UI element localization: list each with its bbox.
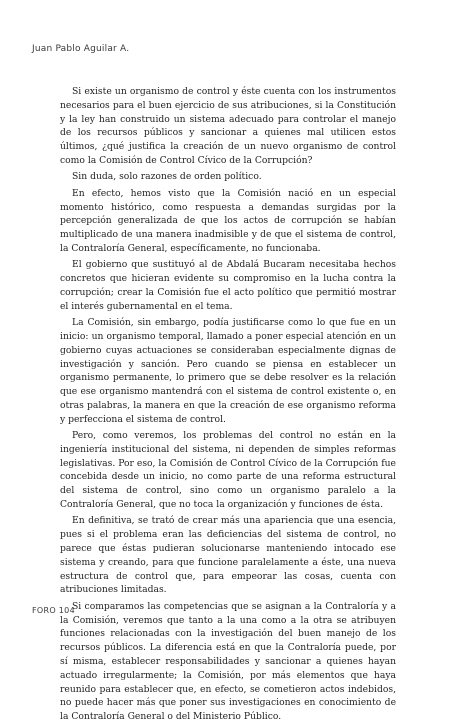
body-text [60, 85, 396, 727]
paragraph-1: Si existe un organismo de control y éste cuenta con los instrumentos necesarios para el buen ejercicio de sus atribuciones, si la Constitución y la ley han construido un sistema adecuado para controlar el manejo de los recursos públicos y sancionar a quienes mal utilicen estos últimos, ¿qué justifica la creación de un nuevo organismo de control como la Comisión de Control Cívico de la Corrupción? [60, 86, 396, 166]
paragraph-3: En efecto, hemos visto que la Comisión nació en un especial momento histórico, como respuesta a demandas surgidas por la percepción generalizada de que los actos de corrupción se habían multiplicado de una manera inadmisible y de que el sistema de control, la Contraloría General, específicamente, no funcionaba. [60, 187, 396, 254]
paragraph-2: Sin duda, solo razones de orden político. [72, 171, 262, 183]
paragraph-5: La Comisión, sin embargo, podía justificarse como lo que fue en un inicio: un organismo temporal, llamado a poner especial atención en un gobierno cuyas actuaciones se consideraban especialmente dignas de investigación y sanción. Pero cuando se piensa en establecer un organismo permanente, lo primero que se debe resolver es la relación que ese organismo mantendrá con el sistema de control existente o, en otras palabras, la manera en que la creación de ese organismo reforma y perfecciona el sistema de control. [60, 317, 396, 425]
paragraph-4: El gobierno que sustituyó al de Abdalá Bucaram necesitaba hechos concretos que hicieran evidente su compromiso en la lucha contra la corrupción; crear la Comisión fue el acto político que permitió mostrar el interés gubernamental en el tema. [60, 259, 396, 312]
page-folio: FORO 104 [32, 606, 75, 615]
paragraph-6: Pero, como veremos, los problemas del control no están en la ingeniería institucional del sistema, ni dependen de simples reformas legislativas. Por eso, la Comisión de Control Cívico de la Corrupción fue concebida desde un inicio, no como parte de una reforma estructural del sistema de control, sino como un organismo paralelo a la Contraloría General, que no toca la organización y funciones de ésta. [60, 430, 396, 511]
paragraph-8: Si comparamos las competencias que se asignan a la Contraloría y a la Comisión, veremos que tanto a la una como a la otra se atribuyen funciones relacionadas con la investigación del buen manejo de los recursos públicos. La diferencia está en que la Contraloría puede, por sí misma, establecer responsabilidades y sancionar a quienes hayan actuado irregularmente; la Comisión, por más elementos que haya reunido para establecer que, en efecto, se cometieron actos indebidos, no puede hacer más que poner sus investigaciones en conocimiento de la Contraloría General o del Ministerio Público. [60, 600, 396, 723]
paragraph-7: En definitiva, se trató de crear más una apariencia que una esencia, pues si el problema eran las deficiencias del sistema de control, no parece que éstas pudieran solucionarse manteniendo intocado ese sistema y creando, para que funcione paralelamente a éste, una nueva estructura de control que, para empeorar las cosas, cuenta con atribuciones limitadas. [60, 515, 396, 596]
running-head-author: Juan Pablo Aguilar A. [32, 44, 130, 54]
